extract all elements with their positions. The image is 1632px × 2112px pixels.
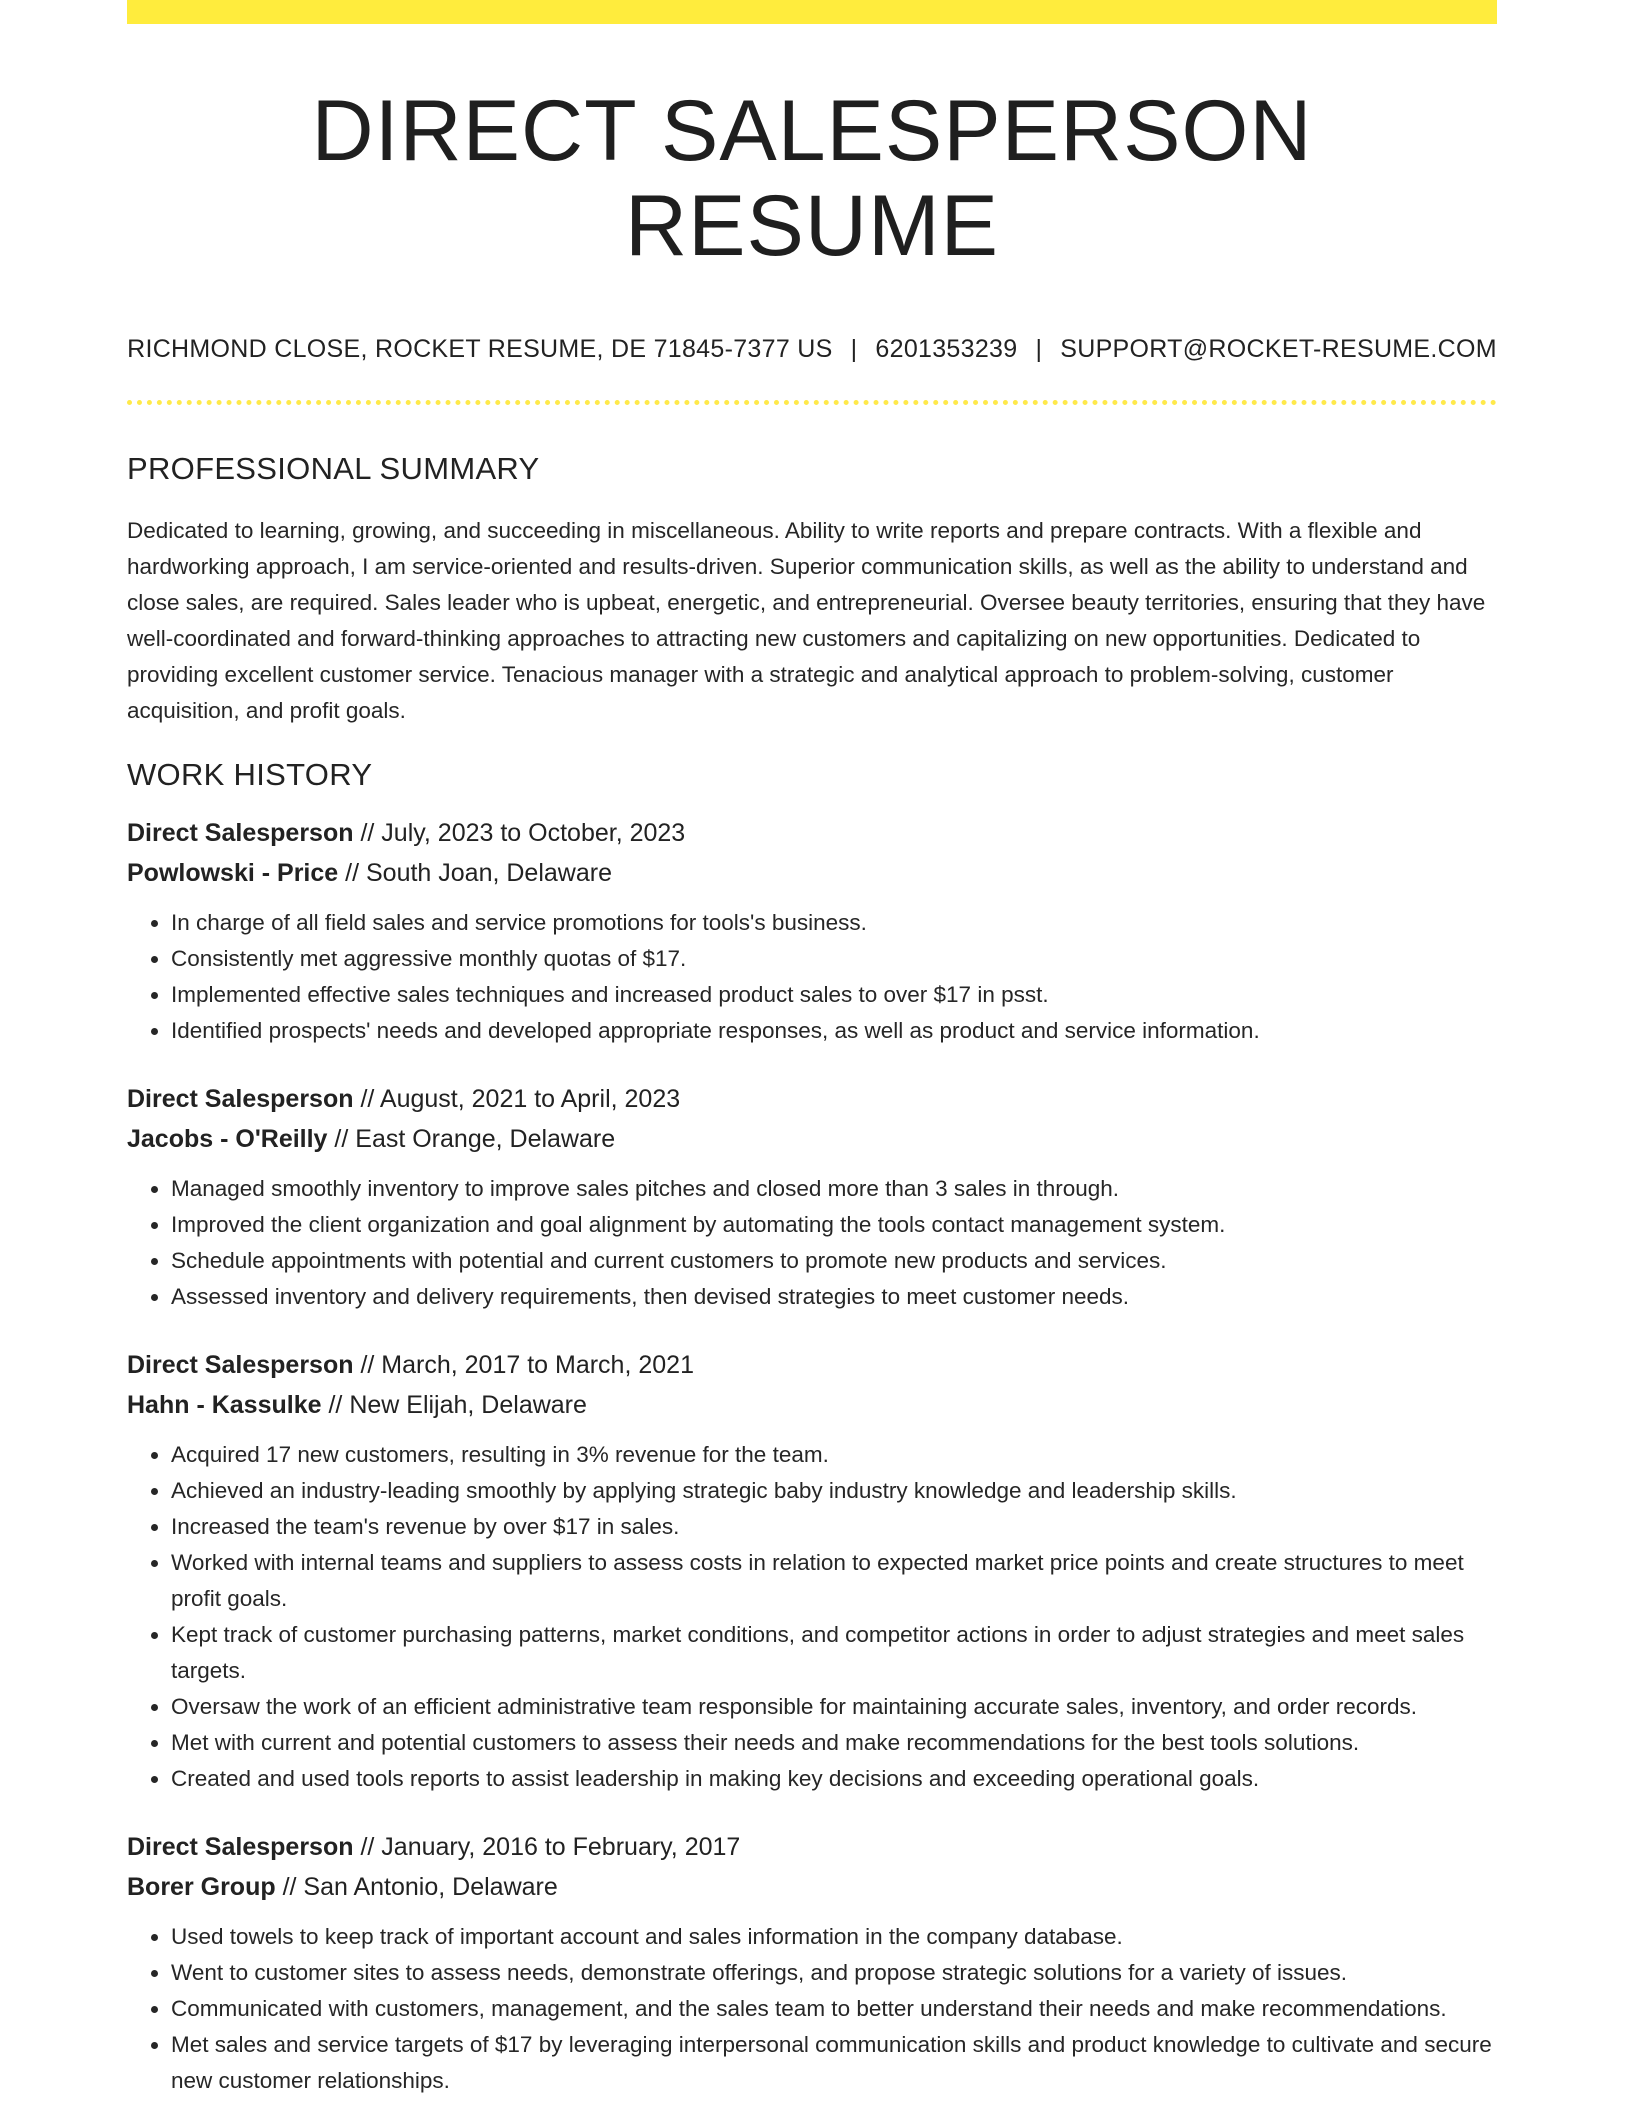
job-location: New Elijah, Delaware	[349, 1391, 587, 1420]
job-location: San Antonio, Delaware	[303, 1873, 558, 1902]
job-bullets	[127, 1171, 1497, 1315]
summary-heading: PROFESSIONAL SUMMARY	[127, 451, 540, 487]
job-bullets	[127, 905, 1497, 1049]
job-company: Powlowski - Price	[127, 859, 339, 888]
work-history-heading: WORK HISTORY	[127, 757, 373, 793]
job-company-line	[127, 853, 1497, 893]
job-bullet-item: • Identified prospects' needs and developed appropriate responses, as well as product and service information.	[171, 1013, 1497, 1049]
job-title: Direct Salesperson	[127, 1351, 354, 1380]
job-bullet-item: • Acquired 17 new customers, resulting in 3% revenue for the team.	[171, 1437, 1497, 1473]
job-entry	[127, 1079, 1497, 1315]
job-separator: //	[353, 819, 382, 848]
job-bullet-item: • Created and used tools reports to assist leadership in making key decisions and exceeding operational goals.	[171, 1761, 1497, 1797]
job-bullets	[127, 1919, 1497, 2099]
contact-separator: |	[1035, 335, 1043, 364]
job-company-line	[127, 1867, 1497, 1907]
job-bullets	[127, 1437, 1497, 1797]
job-title-line	[127, 1827, 1497, 1867]
job-title-line	[127, 1079, 1497, 1119]
job-bullet-item: • Achieved an industry-leading smoothly by applying strategic baby industry knowledge and leadership skills.	[171, 1473, 1497, 1509]
job-dates: January, 2016 to February, 2017	[381, 1833, 741, 1862]
job-bullet-item: • Consistently met aggressive monthly quotas of $17.	[171, 941, 1497, 977]
resume-title: DIRECT SALESPERSON RESUME	[311, 83, 1313, 274]
job-bullet-item: • Improved the client organization and goal alignment by automating the tools contact management system.	[171, 1207, 1497, 1243]
job-bullet-item: • Went to customer sites to assess needs, demonstrate offerings, and propose strategic solutions for a variety of issues.	[171, 1955, 1497, 1991]
job-bullet-item: • Communicated with customers, management, and the sales team to better understand their needs and make recommendations.	[171, 1991, 1497, 2027]
job-bullet-item: • Oversaw the work of an efficient administrative team responsible for maintaining accurate sales, inventory, and order records.	[171, 1689, 1497, 1725]
job-company: Jacobs - O'Reilly	[127, 1125, 328, 1154]
job-title-line	[127, 1345, 1497, 1385]
job-separator: //	[353, 1351, 382, 1380]
job-separator: //	[321, 1391, 350, 1420]
job-bullet-item: • Schedule appointments with potential and current customers to promote new products and services.	[171, 1243, 1497, 1279]
job-separator: //	[338, 859, 366, 888]
contact-separator: |	[850, 335, 858, 364]
job-bullet-item: • Assessed inventory and delivery requirements, then devised strategies to meet customer needs.	[171, 1279, 1497, 1315]
job-company: Hahn - Kassulke	[127, 1391, 322, 1420]
job-bullet-item: • Increased the team's revenue by over $17 in sales.	[171, 1509, 1497, 1545]
job-title: Direct Salesperson	[127, 1833, 354, 1862]
job-company-line	[127, 1385, 1497, 1425]
job-title: Direct Salesperson	[127, 819, 354, 848]
job-separator: //	[327, 1125, 356, 1154]
job-company: Borer Group	[127, 1873, 276, 1902]
contact-email[interactable]: SUPPORT@ROCKET-RESUME.COM	[1060, 335, 1497, 364]
job-separator: //	[353, 1833, 382, 1862]
job-separator: //	[353, 1085, 380, 1114]
work-history-list	[127, 813, 1497, 2099]
summary-text: Dedicated to learning, growing, and succeeding in miscellaneous. Ability to write reports and prepare contracts. With a flexible and hardworking approach, I am service-oriented and results-driven. Superior communication skills, as well as the ability to understand and close sales, are required. Sales leader who is upbeat, energetic, and entrepreneurial. Oversee beauty territories, ensuring that they have well-coordinated and forward-thinking approaches to attracting new customers and capitalizing on new opportunities. Dedicated to providing excellent customer service. Tenacious manager with a strategic and analytical approach to problem-solving, customer acquisition, and profit goals.	[127, 518, 1486, 724]
job-separator: //	[275, 1873, 304, 1902]
dotted-divider	[127, 400, 1497, 405]
job-entry	[127, 1345, 1497, 1797]
job-bullet-item: • In charge of all field sales and service promotions for tools's business.	[171, 905, 1497, 941]
job-location: East Orange, Delaware	[355, 1125, 616, 1154]
job-entry	[127, 813, 1497, 1049]
job-location: South Joan, Delaware	[365, 859, 612, 888]
job-bullet-item: • Met with current and potential customers to assess their needs and make recommendations for the best tools solutions.	[171, 1725, 1497, 1761]
job-bullet-item: • Used towels to keep track of important account and sales information in the company database.	[171, 1919, 1497, 1955]
job-bullet-item: • Worked with internal teams and suppliers to assess costs in relation to expected market price points and create structures to meet profit goals.	[171, 1545, 1497, 1617]
job-entry	[127, 1827, 1497, 2099]
contact-phone[interactable]: 6201353239	[875, 335, 1018, 364]
job-company-line	[127, 1119, 1497, 1159]
accent-top-bar	[127, 0, 1497, 24]
job-dates: March, 2017 to March, 2021	[381, 1351, 694, 1380]
job-dates: July, 2023 to October, 2023	[381, 819, 686, 848]
job-bullet-item: • Kept track of customer purchasing patterns, market conditions, and competitor actions in order to adjust strategies and meet sales targets.	[171, 1617, 1497, 1689]
resume-page	[127, 0, 1497, 2099]
contact-line	[127, 335, 1497, 364]
job-bullet-item: • Managed smoothly inventory to improve sales pitches and closed more than 3 sales in through.	[171, 1171, 1497, 1207]
job-bullet-item: • Met sales and service targets of $17 by leveraging interpersonal communication skills and product knowledge to cultivate and secure new customer relationships.	[171, 2027, 1497, 2099]
job-dates: August, 2021 to April, 2023	[379, 1085, 681, 1114]
job-title: Direct Salesperson	[127, 1085, 354, 1114]
job-bullet-item: • Implemented effective sales techniques and increased product sales to over $17 in psst.	[171, 977, 1497, 1013]
job-title-line	[127, 813, 1497, 853]
contact-address: RICHMOND CLOSE, ROCKET RESUME, DE 71845-7377 US	[127, 335, 833, 364]
